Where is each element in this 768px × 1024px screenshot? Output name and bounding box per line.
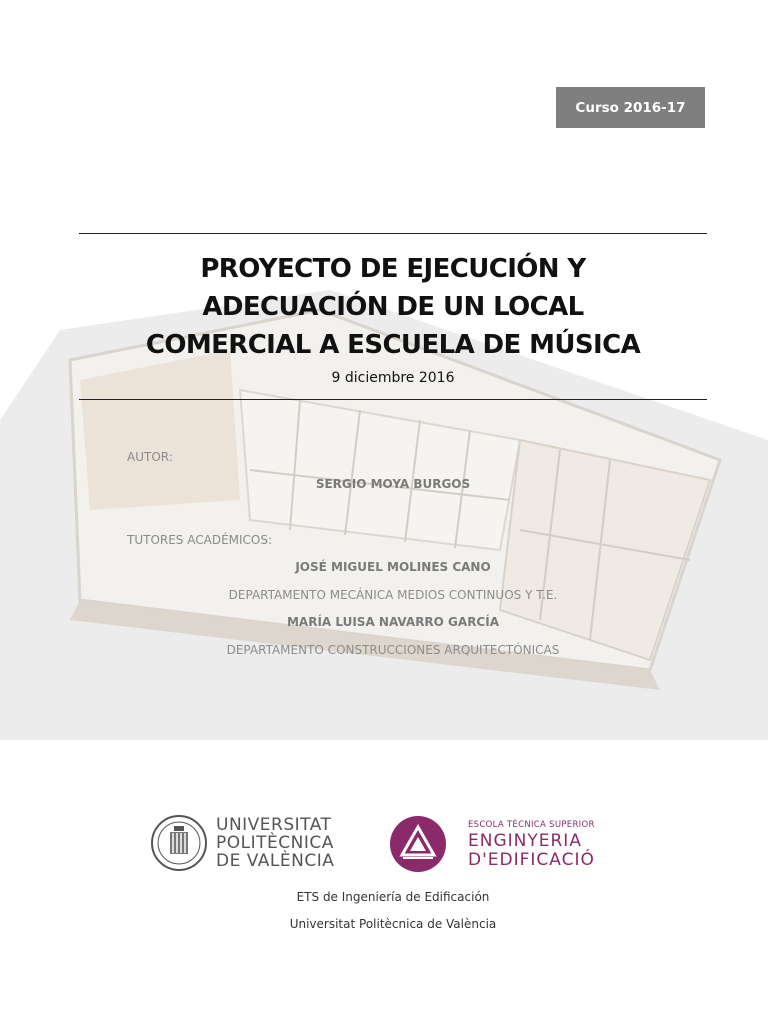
tutor-1-department: DEPARTAMENTO MECÁNICA MEDIOS CONTINUOS Y T.E.: [228, 588, 558, 602]
title-line-3: COMERCIAL A ESCUELA DE MÚSICA: [145, 330, 641, 360]
etsie-school-label: ESCOLA TÈCNICA SUPERIOR: [468, 820, 595, 830]
upv-line-2: POLITÈCNICA: [216, 833, 334, 853]
upv-line-1: UNIVERSITAT: [216, 815, 332, 835]
upv-line-3: DE VALÈNCIA: [216, 851, 335, 871]
document-date: 9 diciembre 2016: [331, 370, 455, 386]
tutors-label: TUTORES ACADÉMICOS:: [127, 533, 273, 547]
footer-university: Universitat Politècnica de València: [289, 917, 497, 931]
tutor-1-name: JOSÉ MIGUEL MOLINES CANO: [295, 560, 491, 574]
author-name: SERGIO MOYA BURGOS: [315, 477, 471, 491]
footer-school: ETS de Ingeniería de Edificación: [296, 890, 490, 904]
course-badge: Curso 2016-17: [556, 87, 705, 128]
etsie-logo: [389, 815, 599, 875]
title-line-1: PROYECTO DE EJECUCIÓN Y: [200, 254, 586, 284]
upv-wordmark: [216, 816, 334, 870]
etsie-line-1: ENGINYERIA: [468, 831, 582, 851]
document-title: [79, 250, 707, 364]
title-line-2: ADECUACIÓN DE UN LOCAL: [202, 292, 584, 322]
bottom-rule: [79, 399, 707, 400]
etsie-wordmark: [468, 832, 595, 870]
tutor-2-name: MARÍA LUISA NAVARRO GARCÍA: [286, 615, 499, 629]
top-rule: [79, 233, 707, 234]
upv-seal-icon: [150, 814, 208, 872]
upv-logo: [150, 814, 350, 874]
etsie-mark-icon: [389, 815, 447, 873]
etsie-line-2: D'EDIFICACIÓ: [468, 850, 595, 870]
tutor-2-department: DEPARTAMENTO CONSTRUCCIONES ARQUITECTÓNICAS: [226, 643, 560, 657]
author-label: AUTOR:: [127, 450, 173, 464]
